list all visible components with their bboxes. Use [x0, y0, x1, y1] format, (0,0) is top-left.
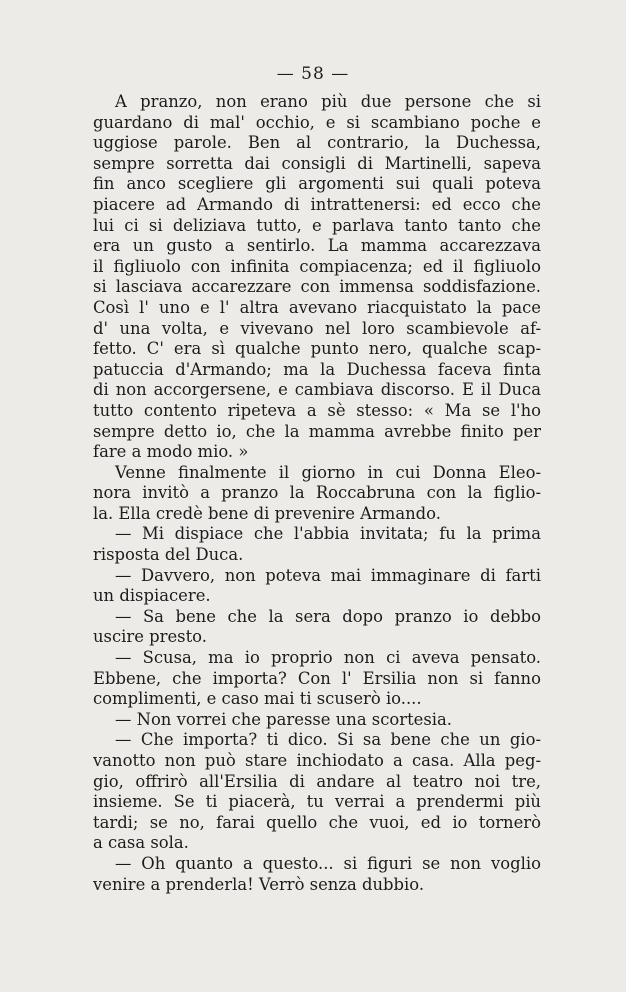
text-line: di non accorgersene, e cambiava discorso. E il Duca	[93, 380, 541, 400]
body-text	[93, 92, 541, 895]
text-line: insieme. Se ti piacerà, tu verrai a prendermi più	[93, 792, 541, 812]
text-line: vanotto non può stare inchiodato a casa. Alla peg-	[93, 751, 541, 770]
text-line: fare a modo mio. »	[93, 442, 249, 462]
text-line: lui ci si deliziava tutto, e parlava tanto tanto che	[93, 215, 541, 235]
text-line: tutto contento ripeteva a sè stesso: « Ma se l'ho	[93, 400, 541, 420]
text-line: Venne finalmente il giorno in cui Donna Eleo-	[115, 462, 541, 482]
text-line: uggiose parole. Ben al contrario, la Duchessa,	[93, 133, 541, 153]
text-line: d' una volta, e vivevano nel loro scambievole af-	[93, 318, 541, 338]
text-line: sempre sorretta dai consigli di Martinelli, sapeva	[93, 153, 541, 173]
text-line: tardi; se no, farai quello che vuoi, ed io tornerò	[93, 812, 541, 832]
text-line: — Mi dispiace che l'abbia invitata; fu la prima	[115, 524, 541, 544]
text-line: patuccia d'Armando; ma la Duchessa faceva finta	[93, 359, 541, 379]
text-line: sempre detto io, che la mamma avrebbe finito per	[93, 421, 541, 441]
text-line: — Oh quanto a questo... si figuri se non voglio	[115, 853, 541, 873]
text-line: venire a prenderla! Verrò senza dubbio.	[93, 874, 425, 894]
text-line: — Che importa? ti dico. Si sa bene che un gio-	[115, 730, 541, 750]
text-line: — Sa bene che la sera dopo pranzo io debbo	[115, 606, 541, 626]
text-line: piacere ad Armando di intrattenersi: ed ecco che	[93, 194, 541, 214]
text-line: il figliuolo con infinita compiacenza; ed il figliuolo	[93, 256, 541, 276]
text-line: la. Ella credè bene di prevenire Armando.	[93, 503, 441, 523]
text-line: guardano di mal' occhio, e si scambiano poche e	[93, 112, 541, 132]
text-line: un dispiacere.	[93, 586, 211, 606]
text-line: uscire presto.	[93, 627, 207, 647]
text-line: Ebbene, che importa? Con l' Ersilia non si fanno	[93, 668, 541, 688]
text-line: — Davvero, non poteva mai immaginare di farti	[115, 565, 541, 585]
text-line: — Non vorrei che paresse una scortesia.	[115, 709, 453, 729]
text-line: — Scusa, ma io proprio non ci aveva pensato.	[115, 648, 541, 668]
text-line: A pranzo, non erano più due persone che si	[115, 92, 541, 111]
text-line: fin anco scegliere gli argomenti sui quali poteva	[93, 174, 541, 194]
text-line: era un gusto a sentirlo. La mamma accarezzava	[93, 236, 541, 256]
text-line: risposta del Duca.	[93, 545, 244, 565]
text-line: fetto. C' era sì qualche punto nero, qualche scap-	[93, 339, 541, 359]
page-number: — 58 —	[276, 64, 350, 84]
text-line: gio, offrirò all'Ersilia di andare al teatro noi tre,	[93, 771, 541, 791]
text-line: a casa sola.	[93, 833, 189, 853]
text-line: complimenti, e caso mai ti scuserò io....	[93, 689, 422, 709]
text-line: nora invitò a pranzo la Roccabruna con la figlio-	[93, 483, 541, 503]
text-line: Così l' uno e l' altra avevano riacquistato la pace	[93, 297, 541, 317]
text-line: si lasciava accarezzare con immensa soddisfazione.	[93, 277, 541, 297]
